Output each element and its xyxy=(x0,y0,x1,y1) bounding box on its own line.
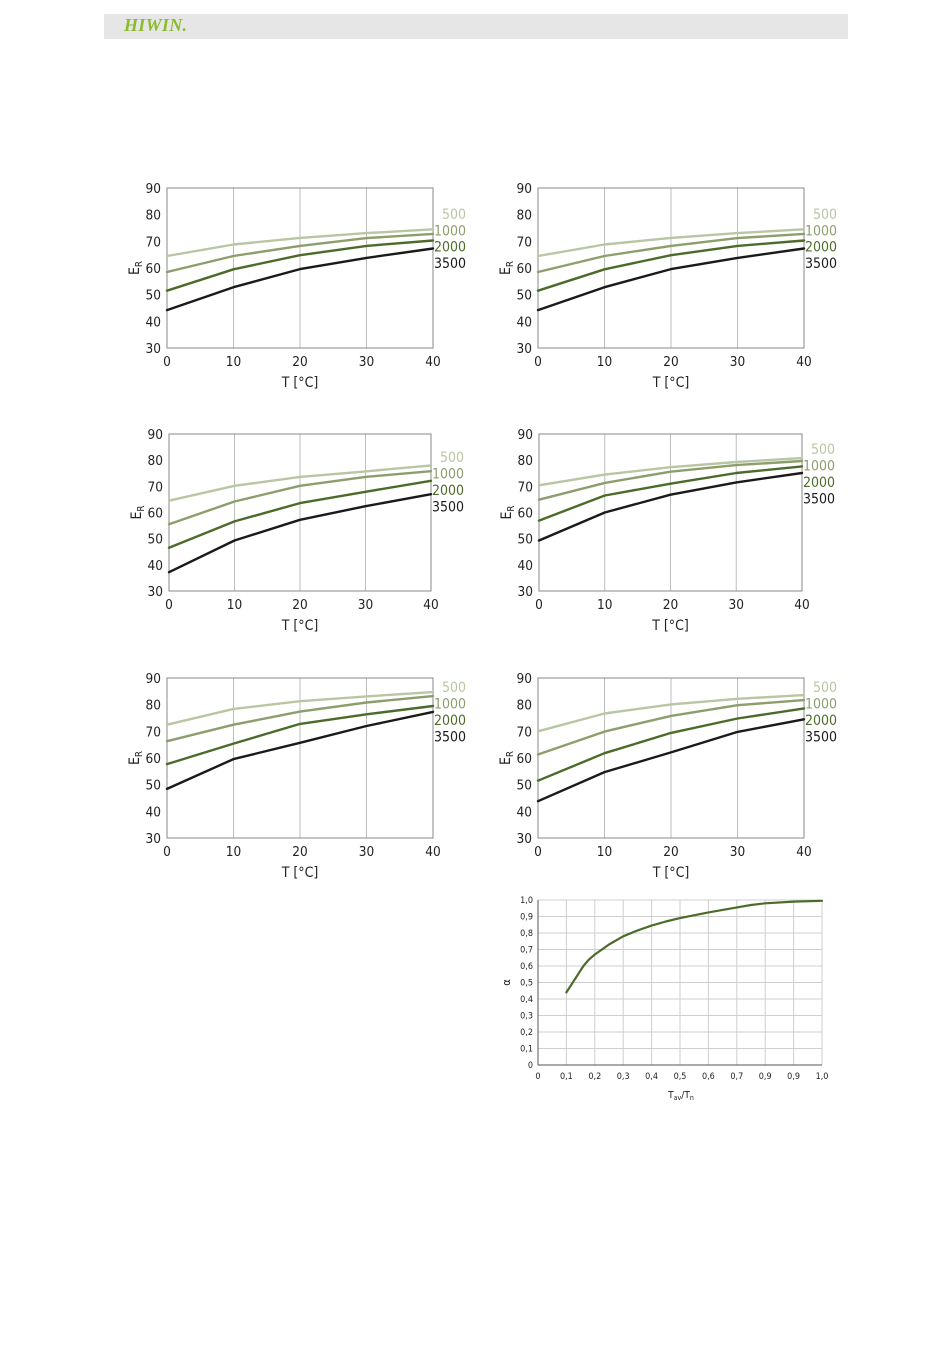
x-tick-label: 30 xyxy=(357,597,374,613)
y-tick-label: 0,4 xyxy=(520,995,533,1005)
y-axis-title: $E_R$ xyxy=(498,750,516,766)
y-tick-label: 90 xyxy=(145,671,161,687)
y-tick-label: 30 xyxy=(517,584,533,600)
y-tick-label: 60 xyxy=(145,261,161,277)
y-tick-label: 0,7 xyxy=(520,945,533,956)
x-axis-title: T [°C] xyxy=(281,375,319,391)
x-tick-label: 10 xyxy=(596,354,613,370)
x-tick-label: 30 xyxy=(358,844,375,860)
x-tick-label: 20 xyxy=(662,597,679,613)
legend-label-500: 500 xyxy=(441,207,466,223)
y-tick-label: 70 xyxy=(145,724,161,741)
legend-label-2000: 2000 xyxy=(433,239,466,256)
x-tick-label: 0,2 xyxy=(588,1072,602,1082)
legend-label-3500: 3500 xyxy=(802,491,835,508)
y-tick-label: 40 xyxy=(145,804,161,821)
y-tick-label: 80 xyxy=(516,697,532,714)
legend-label-1000: 1000 xyxy=(433,223,466,240)
x-axis-title: $T_{av}/T_n$ xyxy=(668,1090,694,1102)
y-tick-label: 70 xyxy=(145,234,161,251)
x-tick-label: 0 xyxy=(535,1072,541,1082)
x-tick-label: 0,3 xyxy=(616,1072,630,1082)
x-tick-label: 0 xyxy=(534,844,542,860)
y-axis-title: $E_R$ xyxy=(499,505,517,520)
y-tick-label: 70 xyxy=(516,724,532,741)
y-tick-label: 80 xyxy=(145,207,161,224)
x-tick-label: 40 xyxy=(425,354,441,370)
y-tick-label: 90 xyxy=(147,427,163,443)
x-tick-label: 0 xyxy=(535,597,543,613)
y-tick-label: 80 xyxy=(517,453,533,470)
x-tick-label: 40 xyxy=(425,844,441,860)
y-tick-label: 30 xyxy=(147,584,163,600)
x-tick-label: 40 xyxy=(794,597,810,613)
y-tick-label: 80 xyxy=(147,453,163,470)
legend-label-1000: 1000 xyxy=(804,696,837,713)
y-tick-label: 50 xyxy=(145,777,161,794)
y-axis-title: $E_R$ xyxy=(498,260,516,276)
x-tick-label: 20 xyxy=(292,844,308,860)
x-tick-label: 10 xyxy=(597,597,613,613)
y-tick-label: 40 xyxy=(147,557,163,574)
x-tick-label: 1,0 xyxy=(815,1072,829,1082)
y-axis-title: $E_R$ xyxy=(127,260,145,276)
x-tick-label: 30 xyxy=(728,597,744,613)
legend-label-1000: 1000 xyxy=(804,223,837,240)
legend-label-3500: 3500 xyxy=(431,499,464,516)
y-tick-label: 60 xyxy=(516,261,532,277)
x-tick-label: 10 xyxy=(226,597,243,613)
y-tick-label: 30 xyxy=(516,831,532,847)
y-tick-label: 40 xyxy=(145,314,161,331)
x-tick-label: 20 xyxy=(292,597,308,613)
x-tick-label: 40 xyxy=(796,844,812,860)
y-tick-label: 60 xyxy=(145,751,161,767)
y-tick-label: 0,1 xyxy=(520,1044,533,1055)
y-axis-title: $E_R$ xyxy=(127,750,145,766)
y-tick-label: 90 xyxy=(145,181,161,197)
legend-label-3500: 3500 xyxy=(804,255,837,272)
legend-label-2000: 2000 xyxy=(804,713,837,729)
y-tick-label: 90 xyxy=(517,427,533,443)
x-tick-label: 20 xyxy=(292,354,308,370)
y-tick-label: 0,2 xyxy=(520,1028,533,1038)
y-axis-title: $E_R$ xyxy=(129,505,147,520)
x-axis-title: T [°C] xyxy=(281,618,319,634)
x-axis-title: T [°C] xyxy=(652,865,690,881)
y-tick-label: 40 xyxy=(516,314,532,331)
legend-label-500: 500 xyxy=(812,680,837,696)
x-tick-label: 0,1 xyxy=(559,1072,573,1082)
y-tick-label: 40 xyxy=(516,804,532,821)
legend-label-3500: 3500 xyxy=(433,255,466,272)
y-tick-label: 30 xyxy=(516,341,532,357)
legend-label-3500: 3500 xyxy=(804,729,837,746)
legend-label-2000: 2000 xyxy=(433,713,466,729)
legend-label-500: 500 xyxy=(441,680,466,696)
x-tick-label: 30 xyxy=(358,354,375,370)
y-tick-label: 1,0 xyxy=(520,896,533,906)
y-tick-label: 40 xyxy=(517,557,533,574)
y-tick-label: 0,5 xyxy=(520,978,533,989)
x-tick-label: 0 xyxy=(165,597,173,613)
y-tick-label: 70 xyxy=(517,479,533,496)
x-tick-label: 40 xyxy=(423,597,439,613)
x-tick-label: 20 xyxy=(663,354,679,370)
y-tick-label: 90 xyxy=(516,671,532,687)
x-axis-title: T [°C] xyxy=(281,865,319,881)
x-tick-label: 10 xyxy=(225,354,242,370)
y-tick-label: 30 xyxy=(145,831,161,847)
legend-label-2000: 2000 xyxy=(804,239,837,256)
hiwin-logo: HIWIN. xyxy=(124,15,188,35)
legend-label-3500: 3500 xyxy=(433,729,466,746)
y-tick-label: 70 xyxy=(147,479,163,496)
x-tick-label: 0,9 xyxy=(758,1072,772,1082)
x-tick-label: 10 xyxy=(596,844,613,860)
x-tick-label: 40 xyxy=(796,354,812,370)
x-tick-label: 0,5 xyxy=(673,1072,687,1082)
y-tick-label: 60 xyxy=(516,751,532,767)
y-tick-label: 0,6 xyxy=(520,962,533,972)
legend-label-1000: 1000 xyxy=(433,696,466,713)
legend-label-500: 500 xyxy=(810,442,835,458)
alpha-curve xyxy=(566,901,822,993)
y-tick-label: 50 xyxy=(516,777,532,794)
y-tick-label: 60 xyxy=(517,505,533,522)
x-tick-label: 0,7 xyxy=(730,1072,744,1082)
y-tick-label: 50 xyxy=(516,287,532,304)
y-tick-label: 50 xyxy=(145,287,161,304)
y-tick-label: 30 xyxy=(145,341,161,357)
y-tick-label: 0,9 xyxy=(520,912,533,923)
y-tick-label: 60 xyxy=(147,505,163,522)
y-tick-label: 50 xyxy=(147,531,163,548)
x-tick-label: 0 xyxy=(163,844,171,860)
legend-label-1000: 1000 xyxy=(431,466,464,483)
x-tick-label: 30 xyxy=(729,354,746,370)
y-tick-label: 80 xyxy=(145,697,161,714)
y-tick-label: 80 xyxy=(516,207,532,224)
y-tick-label: 50 xyxy=(517,531,533,548)
x-tick-label: 0 xyxy=(163,354,171,370)
y-tick-label: 0 xyxy=(527,1061,533,1071)
x-tick-label: 0,6 xyxy=(701,1072,715,1082)
x-tick-label: 0,9 xyxy=(787,1072,801,1082)
y-tick-label: 0,3 xyxy=(520,1011,533,1022)
x-axis-title: T [°C] xyxy=(652,375,690,391)
y-axis-title: α xyxy=(500,979,513,986)
legend-label-1000: 1000 xyxy=(802,458,835,475)
x-tick-label: 0,4 xyxy=(645,1072,659,1082)
x-axis-title: T [°C] xyxy=(652,618,689,634)
legend-label-500: 500 xyxy=(812,207,837,223)
x-tick-label: 30 xyxy=(729,844,746,860)
legend-label-2000: 2000 xyxy=(802,475,835,491)
y-tick-label: 90 xyxy=(516,181,532,197)
y-tick-label: 0,8 xyxy=(520,929,533,939)
x-tick-label: 0 xyxy=(534,354,542,370)
legend-label-2000: 2000 xyxy=(431,483,464,499)
legend-label-500: 500 xyxy=(439,450,464,466)
x-tick-label: 10 xyxy=(225,844,242,860)
x-tick-label: 20 xyxy=(663,844,679,860)
y-tick-label: 70 xyxy=(516,234,532,251)
